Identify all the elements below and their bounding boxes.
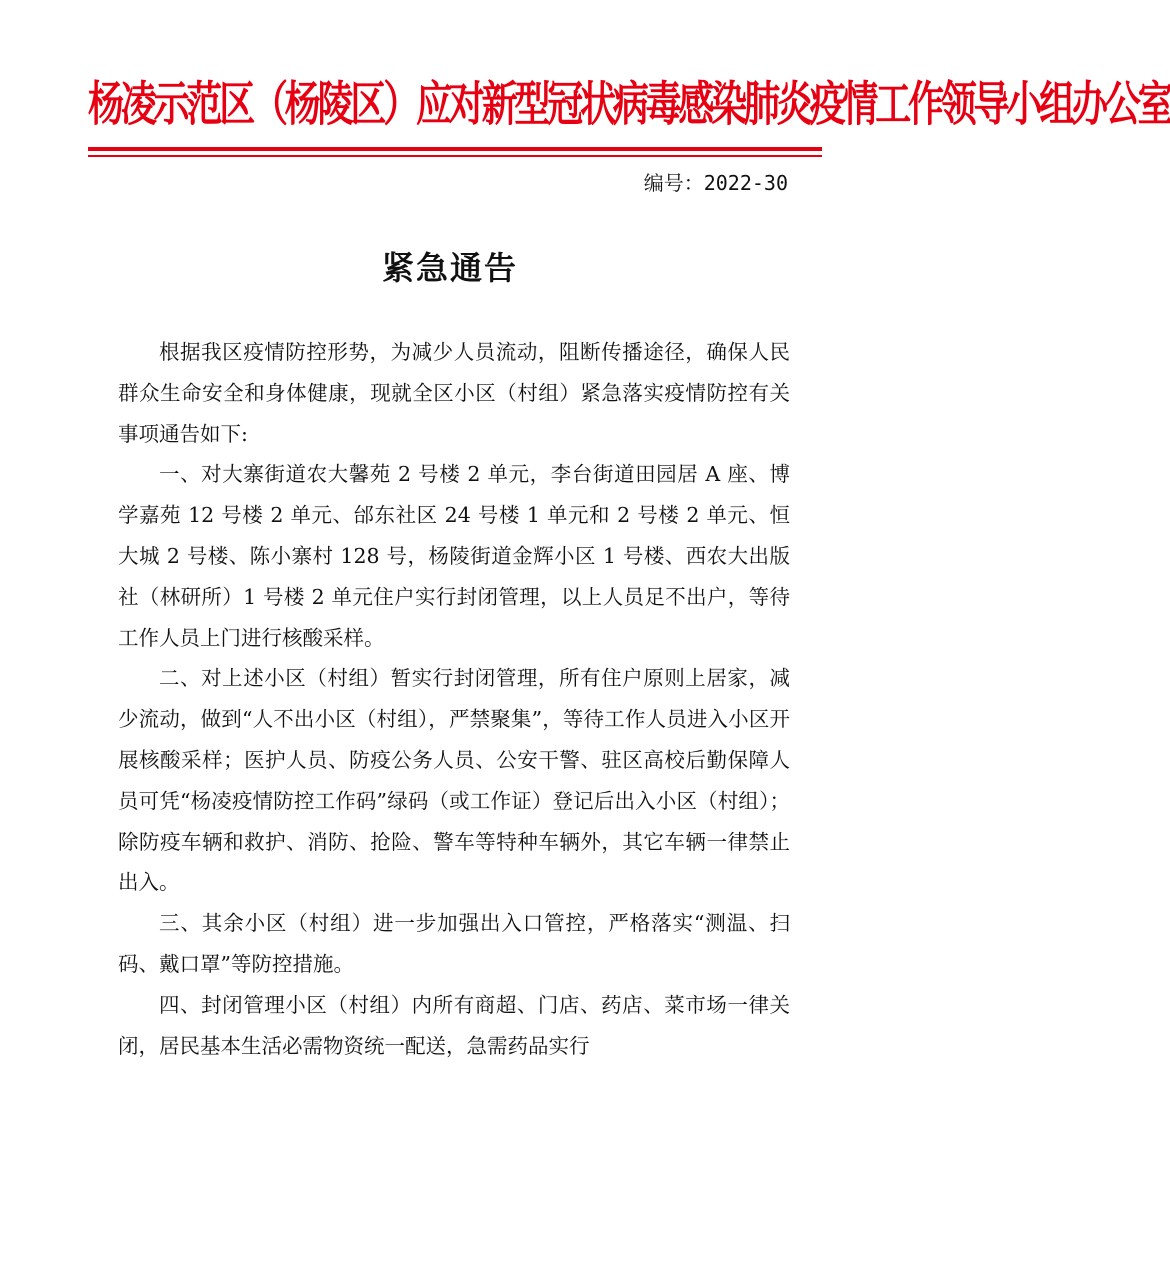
document-body bbox=[118, 332, 790, 1066]
header-rule-thick bbox=[88, 147, 822, 151]
document-title: 紧急通告 bbox=[381, 249, 518, 287]
paragraph-item-2: 二、对上述小区（村组）暂实行封闭管理，所有住户原则上居家，减少流动，做到“人不出小区（村组），严禁聚集”，等待工作人员进入小区开展核酸采样；医护人员、防疫公务人员、公安干警、驻区高校后勤保障人员可凭“杨凌疫情防控工作码”绿码（或工作证）登记后出入小区（村组）；除防疫车辆和救护、消防、抢险、警车等特种车辆外，其它车辆一律禁止出入。 bbox=[118, 666, 790, 895]
paragraph-intro: 根据我区疫情防控形势，为减少人员流动，阻断传播途径，确保人民群众生命安全和身体健康，现就全区小区（村组）紧急落实疫情防控有关事项通告如下: bbox=[118, 340, 790, 446]
org-header-title: 杨凌示范区（杨陵区）应对新型冠状病毒感染肺炎疫情工作领导小组办公室 bbox=[88, 78, 1170, 133]
document-number: 编号：2022-30 bbox=[643, 171, 788, 195]
paragraph-item-4: 四、封闭管理小区（村组）内所有商超、门店、药店、菜市场一律关闭，居民基本生活必需物资统一配送，急需药品实行 bbox=[118, 992, 790, 1058]
paragraph-item-1: 一、对大寨街道农大馨苑 2 号楼 2 单元，李台街道田园居 A 座、博学嘉苑 12 号楼 2 单元、邰东社区 24 号楼 1 单元和 2 号楼 2 单元、恒大城 2 号楼、陈小寨村 128 号，杨陵街道金辉小区 1 号楼、西农大出版社（林研所）1 号楼 2 单元住户实行封闭管理，以上人员足不出户，等待工作人员上门进行核酸采样。 bbox=[118, 462, 790, 650]
header-rule-thin bbox=[88, 155, 822, 157]
paragraph-item-3: 三、其余小区（村组）进一步加强出入口管控，严格落实“测温、扫码、戴口罩”等防控措施。 bbox=[118, 911, 790, 976]
